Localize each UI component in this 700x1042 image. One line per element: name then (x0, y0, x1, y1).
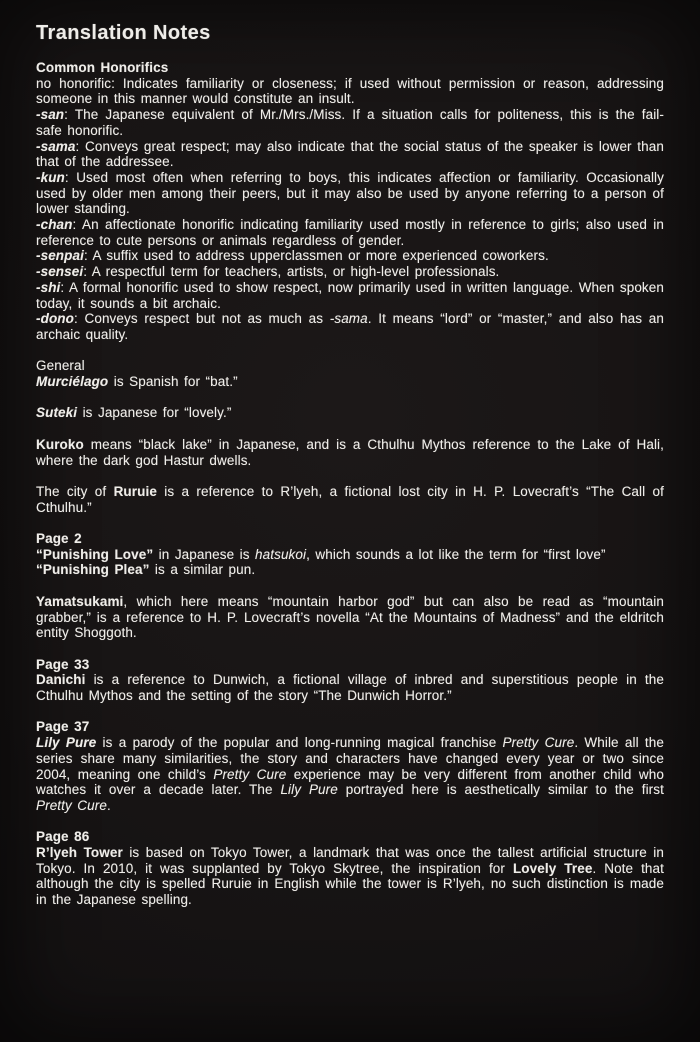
text-run: Common Honorifics (36, 60, 169, 75)
text-run: Page 37 (36, 719, 90, 735)
text-run: is based on Tokyo Tower, a landmark that was once the tallest artificial structure in Tokyo. In 2010, it was supplanted by Tokyo Skytree, the inspiration for (36, 845, 664, 876)
text-run: -senpai (36, 248, 84, 264)
text-run: : The Japanese equivalent of Mr./Mrs./Miss. If a situation calls for politeness, this is the fail-safe honorific. (36, 107, 664, 138)
paragraph (36, 735, 664, 814)
text-run: -san (36, 107, 65, 123)
paragraph (36, 264, 664, 280)
text-run: : Conveys respect but not as much as (73, 311, 330, 327)
paragraph (36, 562, 664, 578)
notes-body (36, 60, 664, 908)
text-run: hatsukoi (255, 546, 307, 562)
text-run: is a reference to Dunwich, a fictional village of inbred and superstitious people in the Cthulhu Mythos and the setting of the story “The Dunwich Horror.” (36, 672, 664, 704)
section-heading (36, 657, 664, 673)
text-run: -sama (329, 311, 368, 327)
text-run: Page 2 (36, 531, 82, 547)
text-run: Page 33 (36, 656, 90, 672)
text-run: “Punishing Plea” (36, 562, 150, 578)
text-run: is a similar pun. (149, 562, 256, 578)
text-run: : A formal honorific used to show respect, now primarily used in written language. When spoken today, it sounds a bit archaic. (36, 279, 664, 311)
text-run: . (106, 797, 111, 813)
paragraph (36, 437, 664, 468)
paragraph (36, 280, 664, 311)
text-run: General (36, 358, 85, 374)
paragraph (36, 374, 664, 390)
text-run: . Note that although the city is spelled Ruruie in English while the tower is R’lyeh, no such distinction is made in the Japanese spelling. (36, 860, 664, 908)
paragraph (36, 217, 664, 248)
text-run: Suteki (36, 405, 78, 421)
text-run: , which sounds a lot like the term for “first love” (306, 546, 606, 562)
text-run: Lily Pure (36, 735, 97, 751)
text-run: in Japanese is (153, 546, 256, 562)
text-run: means “black lake” in Japanese, and is a Cthulhu Mythos reference to the Lake of Hali, where the dark god Hastur dwells. (36, 436, 664, 468)
paragraph (36, 107, 664, 138)
text-run: : Conveys great respect; may also indicate that the social status of the speaker is lower than that of the addressee. (36, 138, 664, 170)
text-run: Lily Pure (280, 782, 338, 798)
text-run: The city of (36, 483, 114, 499)
paragraph (36, 248, 664, 264)
text-run: Ruruie (113, 483, 157, 499)
text-run: Pretty Cure (213, 766, 287, 782)
text-run: : An affectionate honorific indicating familiarity used mostly in reference to girls; also used in reference to cute persons or animals regardless of gender. (36, 217, 664, 248)
text-run: : A respectful term for teachers, artists, or high-level professionals. (83, 264, 500, 280)
text-run: Yamatsukami (36, 593, 124, 609)
text-run: Lovely Tree (512, 860, 593, 876)
paragraph (36, 358, 664, 374)
text-run: -kun (36, 169, 65, 185)
text-run: Kuroko (36, 436, 84, 452)
paragraph (36, 139, 664, 170)
text-run: Murciélago (36, 374, 109, 390)
text-run: portrayed here is aesthetically similar to the first (337, 782, 664, 798)
section-heading (36, 719, 664, 735)
paragraph (36, 76, 664, 107)
section-heading (36, 829, 664, 845)
text-run: is a parody of the popular and long-running magical franchise (96, 735, 503, 751)
paragraph (36, 547, 664, 563)
text-run: is a reference to R’lyeh, a fictional lost city in H. P. Lovecraft’s “The Call of Cthulhu.” (36, 483, 664, 515)
text-run: -shi (36, 279, 61, 295)
paragraph (36, 170, 664, 217)
text-run: Page 86 (36, 829, 90, 845)
paragraph (36, 484, 664, 515)
paragraph (36, 845, 664, 908)
text-run: R’lyeh Tower (36, 845, 123, 861)
text-run: Pretty Cure (502, 735, 575, 751)
paragraph (36, 672, 664, 703)
text-run: experience may be very different from another child who watches it over a decade later. The (36, 766, 664, 798)
text-run: : A suffix used to address upperclassmen or more experienced coworkers. (83, 248, 549, 264)
text-run: . It means “lord” or “master,” and also has an archaic quality. (36, 311, 664, 342)
text-run: -dono (36, 311, 74, 327)
text-run: , which here means “mountain harbor god” but can also be read as “mountain grabber,” is a reference to H. P. Lovecraft’s novella “At the Mountains of Madness” and the eldritch entity Shoggoth. (36, 593, 664, 641)
section-heading (36, 531, 664, 547)
page-title: Translation Notes (36, 22, 211, 44)
text-run: no honorific: Indicates familiarity or closeness; if used without permission or reason, addressing someone in this manner would constitute an insult. (36, 75, 664, 107)
paragraph (36, 594, 664, 641)
paragraph (36, 405, 664, 421)
text-run: Danichi (36, 672, 86, 688)
text-run: Pretty Cure (36, 797, 107, 813)
text-run: -sama (36, 138, 76, 154)
section-heading (36, 60, 664, 76)
text-run: -chan (36, 217, 73, 233)
text-run: -sensei (36, 264, 84, 280)
text-run: “Punishing Love” (36, 546, 154, 562)
text-run: . While all the series share many similarities, the story and characters have changed every year or two since 2004, meaning one child’s (36, 735, 664, 782)
paragraph (36, 311, 664, 342)
text-run: is Spanish for “bat.” (108, 374, 238, 390)
text-run: : Used most often when referring to boys, this indicates affection or familiarity. Occasionally used by older men among their peers, but it may also be used by anyone referring to a person of lower standing. (36, 169, 664, 217)
text-run: is Japanese for “lovely.” (77, 405, 232, 421)
